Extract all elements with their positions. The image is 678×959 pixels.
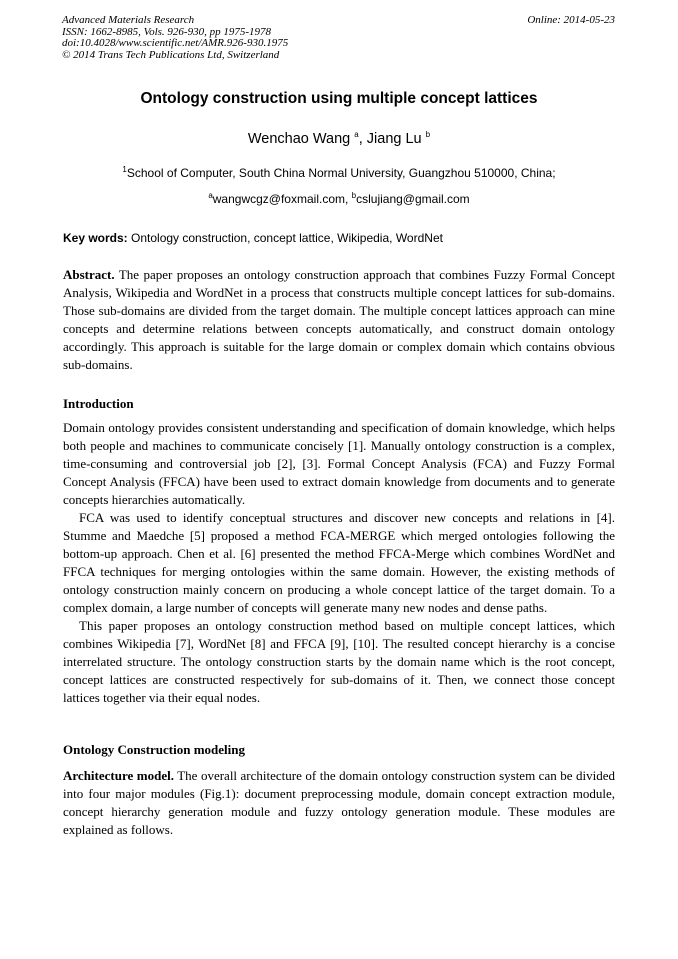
paragraph: FCA was used to identify conceptual structures and discover new concepts and relations in [4]. Stumme and Maedche [5] proposed a method FCA-MERGE which merged ontologies following the bottom-up approach. Chen et al. [6] presented the method FFCA-Merge which combines WordNet and FFCA techniques for merging ontologies within the same domain. However, the existing methods of ontology construction mainly concern on producing a whole concept lattice of the target domain. To a complex domain, a large number of concepts will generate many new nodes and dense paths.	[63, 510, 615, 615]
keywords	[63, 231, 616, 245]
author-superscript: b	[425, 130, 431, 140]
online-date: Online: 2014-05-23	[527, 14, 615, 26]
paragraph: This paper proposes an ontology construction method based on multiple concept lattices, which combines Wikipedia [7], WordNet [8] and FFCA [9], [10]. The resulted concept hierarchy is a concise interrelated structure. The ontology construction starts by the domain name which is the root concept, concept lattices are constructed respectively for sub-domains of it. Then, we connect those concept lattices together via their equal nodes.	[63, 618, 615, 705]
abstract-text: The paper proposes an ontology construction approach that combines Fuzzy Formal Concept Analysis, Wikipedia and WordNet in a process that constructs multiple concept lattices for sub-domains. Those sub-domains are divided from the target domain. The multiple concept lattices approach can mine concepts and determine relations between concepts automatically, and construct domain ontology accordingly. This approach is suitable for the large domain or complex domain which contains obvious sub-domains.	[63, 267, 615, 372]
journal-name: Advanced Materials Research	[62, 14, 195, 26]
author-name: Jiang Lu	[366, 131, 422, 147]
issn-line: ISSN: 1662-8985, Vols. 926-930, pp 1975-1978	[62, 25, 271, 38]
email-link[interactable]: cslujiang@gmail.com	[356, 192, 470, 206]
doi-line: doi:10.4028/www.scientific.net/AMR.926-930.1975	[62, 37, 289, 50]
keywords-label: Key words:	[63, 231, 128, 245]
author-line	[0, 131, 678, 147]
email-link[interactable]: wangwcgz@foxmail.com,	[212, 192, 352, 206]
author-name: Wenchao Wang	[247, 131, 351, 147]
paragraph: Domain ontology provides consistent understanding and specification of domain knowledge, which helps both people and machines to communicate concisely [1]. Manually ontology construction is a complex, time-consuming and controversial job [2], [3]. Formal Concept Analysis (FCA) and Fuzzy Formal Concept Analysis (FFCA) have been used to extract domain knowledge from documents and to generate concepts hierarchies automatically.	[63, 420, 615, 507]
affiliation-text: School of Computer, South China Normal University, Guangzhou 510000, China;	[126, 166, 556, 180]
paper-title: Ontology construction using multiple concept lattices	[140, 90, 538, 107]
paragraph-text: The overall architecture of the domain ontology construction system can be divided into four major modules (Fig.1): document preprocessing module, domain concept extraction module, concept hierarchy generation module and fuzzy ontology generation module. These modules are explained as follows.	[63, 768, 615, 837]
email-superscript: a	[208, 191, 213, 200]
paragraph-label: Architecture model.	[63, 768, 174, 783]
section-heading: Ontology Construction modeling	[63, 742, 246, 757]
affiliation-superscript: 1	[122, 165, 127, 174]
section-heading: Introduction	[63, 396, 134, 411]
affiliation	[0, 166, 678, 180]
abstract-label: Abstract.	[63, 267, 115, 282]
introduction-body	[63, 419, 615, 707]
author-separator: ,	[358, 131, 367, 147]
copyright-line: © 2014 Trans Tech Publications Ltd, Switzerland	[62, 48, 280, 61]
abstract	[63, 266, 615, 374]
author-superscript: a	[354, 130, 359, 140]
journal-header	[62, 15, 288, 61]
keywords-text: Ontology construction, concept lattice, Wikipedia, WordNet	[127, 231, 443, 245]
email-superscript: b	[351, 191, 357, 200]
architecture-paragraph	[63, 767, 615, 839]
author-emails	[0, 192, 678, 206]
